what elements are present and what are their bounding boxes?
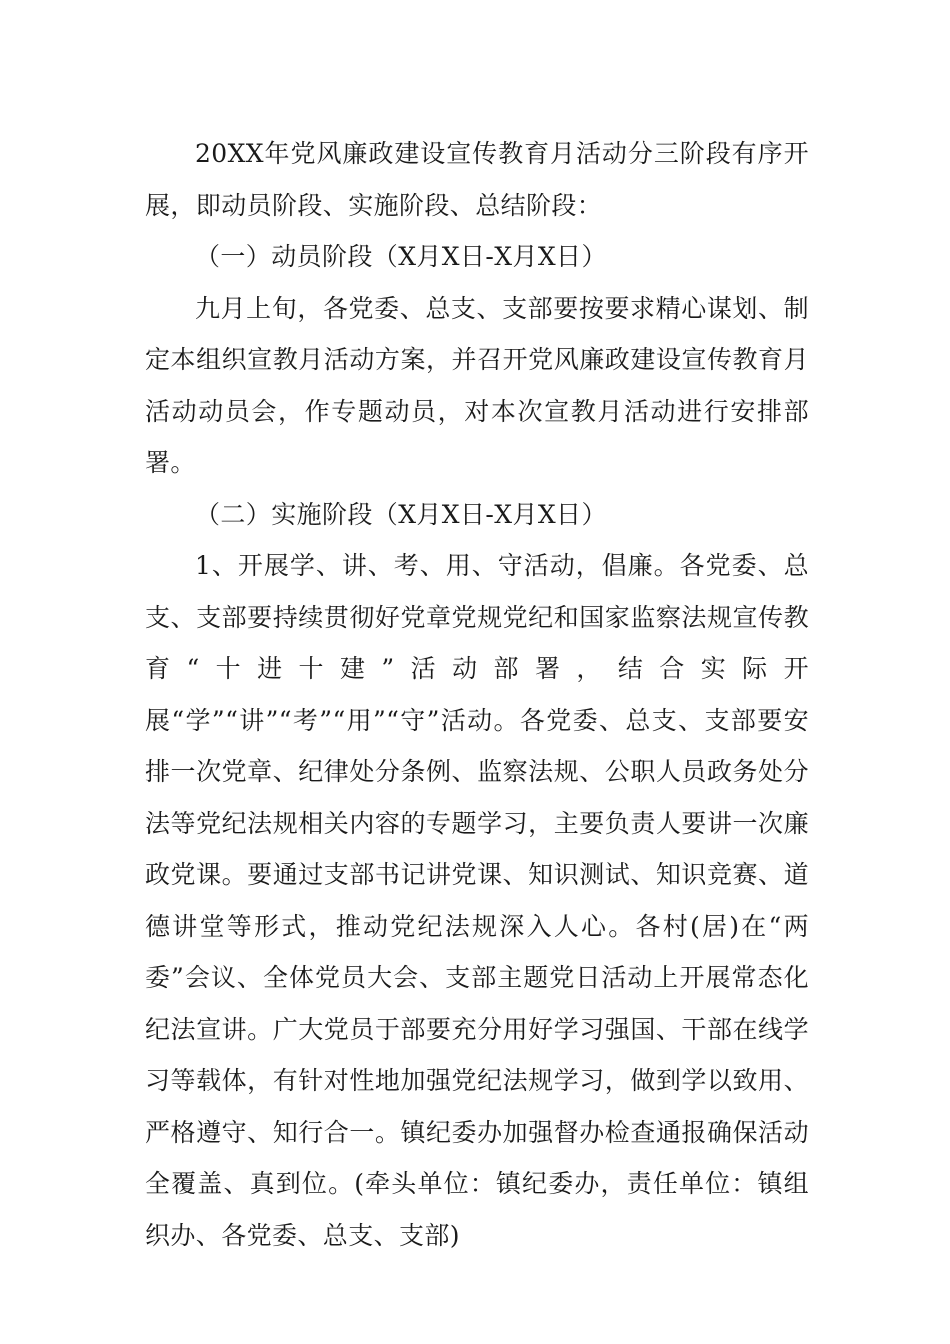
- section-heading-mobilization: （一）动员阶段（X月X日-X月X日）: [195, 242, 607, 271]
- document-body: [145, 128, 809, 1261]
- section-heading-implementation: （二）实施阶段（X月X日-X月X日）: [195, 499, 607, 529]
- intro-paragraph: 20XX年党风廉政建设宣传教育月活动分三阶段有序开展，即动员阶段、实施阶段、总结阶段：: [145, 139, 809, 220]
- implementation-paragraph: 1、开展学、讲、考、用、守活动，倡廉。各党委、总支、支部要持续贯彻好党章党规党纪和国家监察法规宣传教育“十进十建”活动部署，结合实际开展“学”“讲”“考”“用”“守”活动。各党委、总支、支部要安排一次党章、纪律处分条例、监察法规、公职人员政务处分法等党纪法规相关内容的专题学习，主要负责人要讲一次廉政党课。要通过支部书记讲党课、知识测试、知识竞赛、道德讲堂等形式，推动党纪法规深入人心。各村(居)在“两委”会议、全体党员大会、支部主题党日活动上开展常态化纪法宣讲。广大党员于部要充分用好学习强国、干部在线学习等载体，有针对性地加强党纪法规学习，做到学以致用、严格遵守、知行合一。镇纪委办加强督办检查通报确保活动全覆盖、真到位。(牵头单位：镇纪委办，责任单位：镇组织办、各党委、总支、支部): [145, 551, 809, 1250]
- mobilization-paragraph: 九月上旬，各党委、总支、支部要按要求精心谋划、制定本组织宣教月活动方案，并召开党风廉政建设宣传教育月活动动员会，作专题动员，对本次宣教月活动进行安排部署。: [145, 293, 809, 477]
